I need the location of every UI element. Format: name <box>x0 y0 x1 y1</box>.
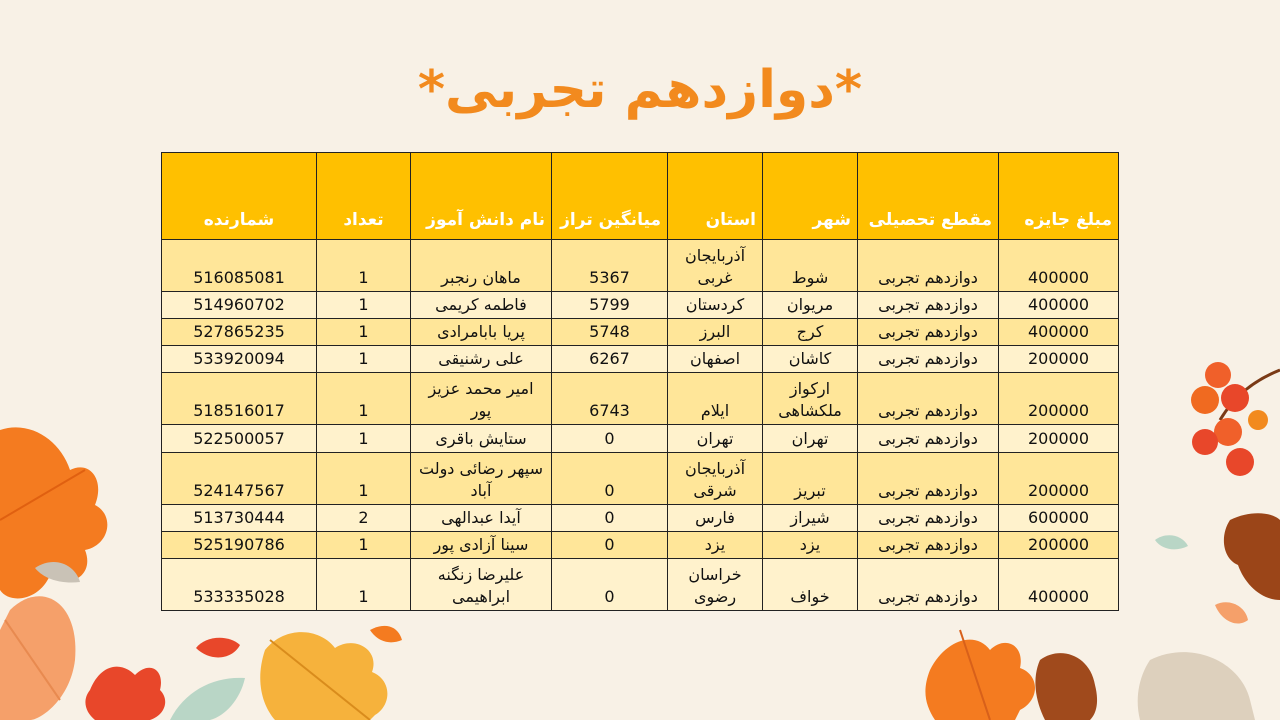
column-header: مقطع تحصیلی <box>858 153 999 240</box>
average-score-cell: 0 <box>552 452 668 504</box>
maple-leaf-icon <box>925 630 1035 720</box>
average-score-cell: 0 <box>552 531 668 558</box>
province-cell: کردستان <box>668 292 763 319</box>
city-cell: یزد <box>763 531 858 558</box>
count-cell: 1 <box>317 558 411 610</box>
student-name-cell: ماهان رنجبر <box>411 240 552 292</box>
city-cell: مریوان <box>763 292 858 319</box>
grade-cell: دوازدهم تجربی <box>858 373 999 425</box>
province-cell: ایلام <box>668 373 763 425</box>
student-name-cell: سینا آزادی پور <box>411 531 552 558</box>
count-cell: 1 <box>317 292 411 319</box>
page-title: *دوازدهم تجربی* <box>417 60 863 120</box>
average-score-cell: 5799 <box>552 292 668 319</box>
table-row <box>162 346 1119 373</box>
count-cell: 1 <box>317 425 411 452</box>
berries-icon <box>1191 362 1280 476</box>
table-row <box>162 319 1119 346</box>
city-cell: کرج <box>763 319 858 346</box>
prize-amount-cell: 200000 <box>999 452 1119 504</box>
table-row <box>162 452 1119 504</box>
table-row <box>162 425 1119 452</box>
prize-amount-cell: 400000 <box>999 292 1119 319</box>
prize-table <box>161 152 1119 611</box>
leaf-icon <box>0 596 75 720</box>
student-name-cell: ستایش باقری <box>411 425 552 452</box>
column-header: میانگین تراز <box>552 153 668 240</box>
prize-amount-cell: 400000 <box>999 558 1119 610</box>
count-cell: 2 <box>317 504 411 531</box>
leaf-icon <box>170 678 245 720</box>
prize-amount-cell: 200000 <box>999 346 1119 373</box>
oak-leaf-icon <box>260 632 387 720</box>
grade-cell: دوازدهم تجربی <box>858 531 999 558</box>
city-cell: کاشان <box>763 346 858 373</box>
student-name-cell: امیر محمد عزیز پور <box>411 373 552 425</box>
count-cell: 1 <box>317 452 411 504</box>
counter-cell: 533920094 <box>162 346 317 373</box>
table-row <box>162 558 1119 610</box>
counter-cell: 527865235 <box>162 319 317 346</box>
prize-amount-cell: 400000 <box>999 240 1119 292</box>
average-score-cell: 5367 <box>552 240 668 292</box>
column-header: شمارنده <box>162 153 317 240</box>
grade-cell: دوازدهم تجربی <box>858 292 999 319</box>
city-cell: شیراز <box>763 504 858 531</box>
province-cell: فارس <box>668 504 763 531</box>
count-cell: 1 <box>317 319 411 346</box>
grade-cell: دوازدهم تجربی <box>858 319 999 346</box>
column-header: مبلغ جایزه <box>999 153 1119 240</box>
average-score-cell: 6743 <box>552 373 668 425</box>
province-cell: یزد <box>668 531 763 558</box>
count-cell: 1 <box>317 531 411 558</box>
table-header-row <box>162 153 1119 240</box>
grade-cell: دوازدهم تجربی <box>858 504 999 531</box>
province-cell: آذربایجان غربی <box>668 240 763 292</box>
counter-cell: 518516017 <box>162 373 317 425</box>
prize-amount-cell: 200000 <box>999 425 1119 452</box>
city-cell: تهران <box>763 425 858 452</box>
province-cell: تهران <box>668 425 763 452</box>
counter-cell: 513730444 <box>162 504 317 531</box>
counter-cell: 514960702 <box>162 292 317 319</box>
grade-cell: دوازدهم تجربی <box>858 558 999 610</box>
leaf-icon <box>1215 602 1248 623</box>
table-row <box>162 531 1119 558</box>
average-score-cell: 0 <box>552 425 668 452</box>
oak-leaf-icon <box>1224 513 1280 600</box>
province-cell: البرز <box>668 319 763 346</box>
leaf-icon <box>196 638 240 658</box>
student-name-cell: فاطمه کریمی <box>411 292 552 319</box>
maple-leaf-icon <box>85 667 165 720</box>
grade-cell: دوازدهم تجربی <box>858 240 999 292</box>
city-cell: خواف <box>763 558 858 610</box>
prize-amount-cell: 200000 <box>999 373 1119 425</box>
average-score-cell: 6267 <box>552 346 668 373</box>
counter-cell: 525190786 <box>162 531 317 558</box>
column-header: نام دانش آموز <box>411 153 552 240</box>
counter-cell: 533335028 <box>162 558 317 610</box>
column-header: تعداد <box>317 153 411 240</box>
average-score-cell: 0 <box>552 504 668 531</box>
student-name-cell: سپهر رضائی دولت آباد <box>411 452 552 504</box>
counter-cell: 522500057 <box>162 425 317 452</box>
prize-amount-cell: 600000 <box>999 504 1119 531</box>
column-header: شهر <box>763 153 858 240</box>
column-header: استان <box>668 153 763 240</box>
student-name-cell: علیرضا زنگنه ابراهیمی <box>411 558 552 610</box>
leaf-icon <box>1035 653 1097 720</box>
grade-cell: دوازدهم تجربی <box>858 452 999 504</box>
student-name-cell: پریا بابامرادی <box>411 319 552 346</box>
leaf-icon <box>1155 535 1188 549</box>
city-cell: تبریز <box>763 452 858 504</box>
counter-cell: 516085081 <box>162 240 317 292</box>
count-cell: 1 <box>317 346 411 373</box>
prize-amount-cell: 200000 <box>999 531 1119 558</box>
province-cell: اصفهان <box>668 346 763 373</box>
student-name-cell: علی رشنیقی <box>411 346 552 373</box>
leaf-icon <box>1138 652 1255 720</box>
table-row <box>162 240 1119 292</box>
prize-amount-cell: 400000 <box>999 319 1119 346</box>
province-cell: آذربایجان شرقی <box>668 452 763 504</box>
table-row <box>162 292 1119 319</box>
grade-cell: دوازدهم تجربی <box>858 346 999 373</box>
leaf-icon <box>370 626 402 642</box>
city-cell: شوط <box>763 240 858 292</box>
table-row <box>162 373 1119 425</box>
grade-cell: دوازدهم تجربی <box>858 425 999 452</box>
table-row <box>162 504 1119 531</box>
average-score-cell: 0 <box>552 558 668 610</box>
student-name-cell: آیدا عبدالهی <box>411 504 552 531</box>
count-cell: 1 <box>317 373 411 425</box>
count-cell: 1 <box>317 240 411 292</box>
counter-cell: 524147567 <box>162 452 317 504</box>
city-cell: ارکواز ملکشاهی <box>763 373 858 425</box>
average-score-cell: 5748 <box>552 319 668 346</box>
province-cell: خراسان رضوی <box>668 558 763 610</box>
